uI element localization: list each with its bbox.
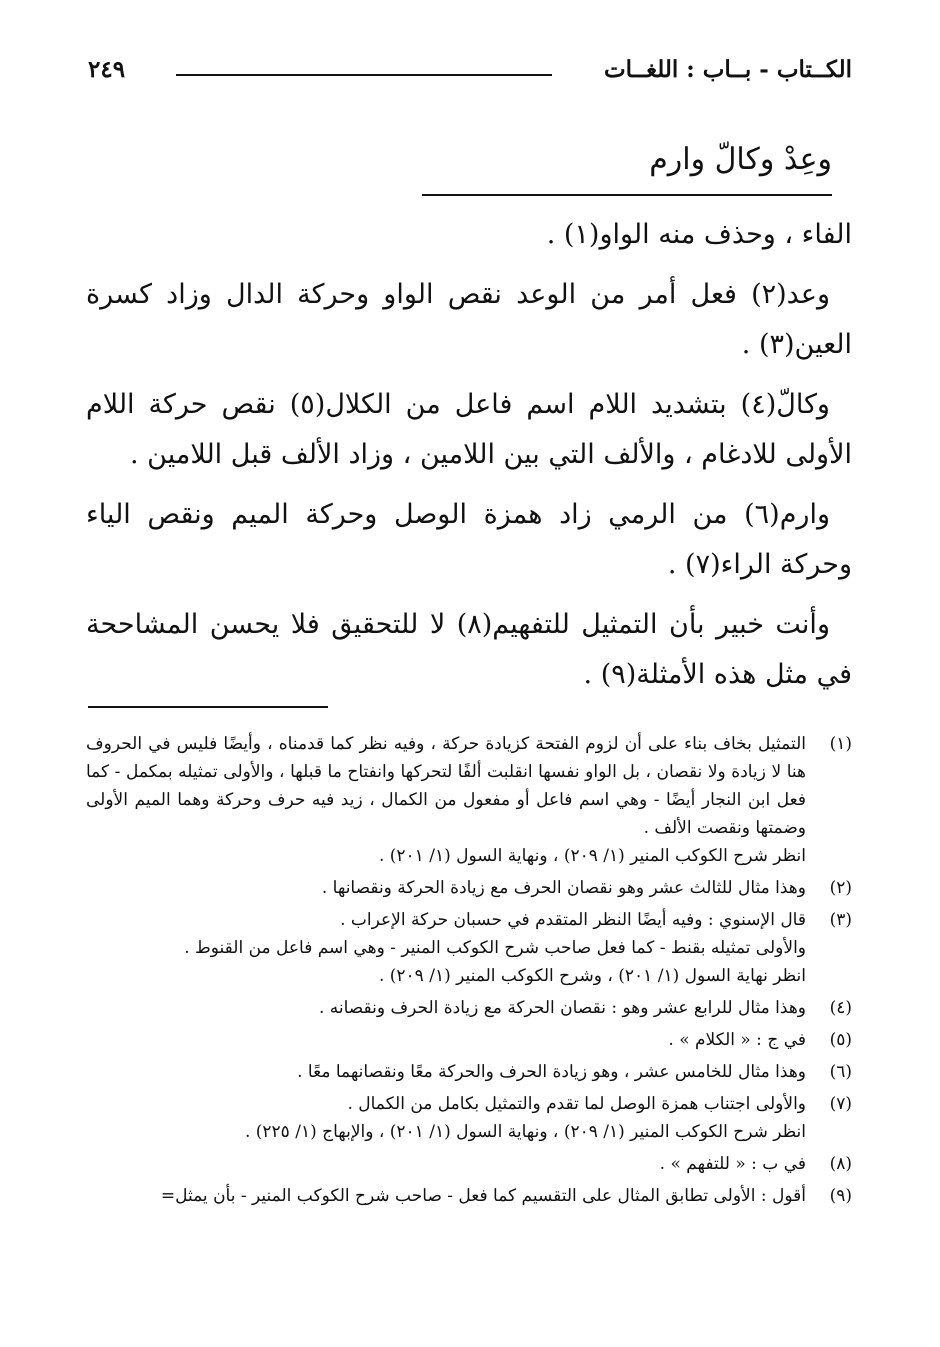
footnotes — [86, 730, 852, 1214]
paragraph: وارم(٦) من الرمي زاد همزة الوصل وحركة الميم ونقص الياء وحركة الراء(٧) . — [86, 499, 852, 580]
header-rule — [176, 74, 552, 76]
footnote-line: أقول : الأولى تطابق المثال على التقسيم كما فعل - صاحب شرح الكوكب المنير - بأن يمثل= — [160, 1186, 806, 1206]
footnote-number: (٨) — [829, 1154, 852, 1174]
section-title-block — [422, 140, 832, 180]
footnote-body — [86, 906, 806, 990]
footnote-body — [86, 1090, 806, 1146]
paragraph: وأنت خبير بأن التمثيل للتفهيم(٨) لا للتحقيق فلا يحسن المشاححة في مثل هذه الأمثلة(٩) . — [86, 609, 852, 690]
footnote-line: انظر شرح الكوكب المنير (١/ ٢٠٩) ، ونهاية السول (١/ ٢٠١) . — [378, 846, 806, 866]
footnote — [86, 1150, 852, 1178]
footnote-line: وهذا مثال للرابع عشر وهو : نقصان الحركة مع زيادة الحرف ونقصانه . — [318, 998, 806, 1018]
footnote-body — [86, 1150, 806, 1178]
footnote-line: والأولى اجتناب همزة الوصل لما تقدم والتمثيل بكامل من الكمال . — [347, 1094, 806, 1114]
footnote-line: قال الإسنوي : وفيه أيضًا النظر المتقدم في حسبان حركة الإعراب . — [340, 910, 806, 930]
footnote-body — [86, 730, 806, 870]
footnote-number: (٦) — [829, 1062, 852, 1082]
footnote-number: (٥) — [829, 1030, 852, 1050]
footnote-body — [86, 994, 806, 1022]
footnote-number: (٢) — [829, 878, 852, 898]
footnote-line: في ب : « للتفهم » . — [659, 1154, 806, 1174]
footnote-body — [86, 874, 806, 902]
page-header — [88, 56, 852, 96]
section-title: وعِدْ وكالّ وارم — [649, 142, 832, 177]
footnote-body — [86, 1026, 806, 1054]
paragraph: وكالّ(٤) بتشديد اللام اسم فاعل من الكلال(٥) نقص حركة اللام الأولى للادغام ، والألف التي بين اللامين ، وزاد الألف قبل اللامين . — [86, 389, 852, 470]
footnote-body — [86, 1182, 806, 1210]
footnote-number: (٩) — [829, 1186, 852, 1206]
footnote-line: انظر شرح الكوكب المنير (١/ ٢٠٩) ، ونهاية السول (١/ ٢٠١) ، والإبهاج (١/ ٢٢٥) . — [244, 1122, 806, 1142]
footnote — [86, 1182, 852, 1210]
footnote-number: (٧) — [829, 1094, 852, 1114]
footnote-separator — [88, 706, 328, 708]
footnote — [86, 1058, 852, 1086]
footnote-line: وهذا مثال للخامس عشر ، وهو زيادة الحرف والحركة معًا ونقصانهما معًا . — [297, 1062, 806, 1082]
footnote-number: (٣) — [829, 910, 852, 930]
footnote-number: (١) — [829, 734, 852, 754]
footnote-number: (٤) — [829, 998, 852, 1018]
footnote — [86, 906, 852, 990]
footnote-line: في ج : « الكلام » . — [668, 1030, 806, 1050]
footnote-line: التمثيل بخاف بناء على أن لزوم الفتحة كزيادة حركة ، وفيه نظر كما قدمناه ، وأيضًا فليس في الحروف هنا لا زيادة ولا نقصان ، بل الواو نفسها انقلبت ألفًا لتحركها وانفتاح ما قبلها ، والأولى تمثيله بمكمل - كما فعل ابن النجار أيضًا - وهي اسم فاعل أو مفعول من الكمال ، زيد فيه حرف وحركة وهما الميم الأولى وضمتها ونقصت الألف . — [86, 734, 806, 838]
title-rule — [422, 194, 832, 196]
paragraph: وعد(٢) فعل أمر من الوعد نقص الواو وحركة الدال وزاد كسرة العين(٣) . — [86, 279, 852, 360]
page-number: ٢٤٩ — [88, 56, 126, 83]
paragraph: الفاء ، وحذف منه الواو(١) . — [546, 219, 852, 250]
footnote-line: انظر نهاية السول (١/ ٢٠١) ، وشرح الكوكب المنير (١/ ٢٠٩) . — [378, 966, 806, 986]
footnote — [86, 994, 852, 1022]
footnote — [86, 1026, 852, 1054]
footnote-line: والأولى تمثيله بقنط - كما فعل صاحب شرح الكوكب المنير - وهي اسم فاعل من القنوط . — [184, 938, 806, 958]
footnote — [86, 874, 852, 902]
main-text — [86, 210, 852, 710]
running-title: الكــتاب - بــاب : اللغــات — [603, 56, 852, 83]
footnote-body — [86, 1058, 806, 1086]
footnote — [86, 730, 852, 870]
footnote-line: وهذا مثال للثالث عشر وهو نقصان الحرف مع زيادة الحركة ونقصانها . — [321, 878, 806, 898]
footnote — [86, 1090, 852, 1146]
